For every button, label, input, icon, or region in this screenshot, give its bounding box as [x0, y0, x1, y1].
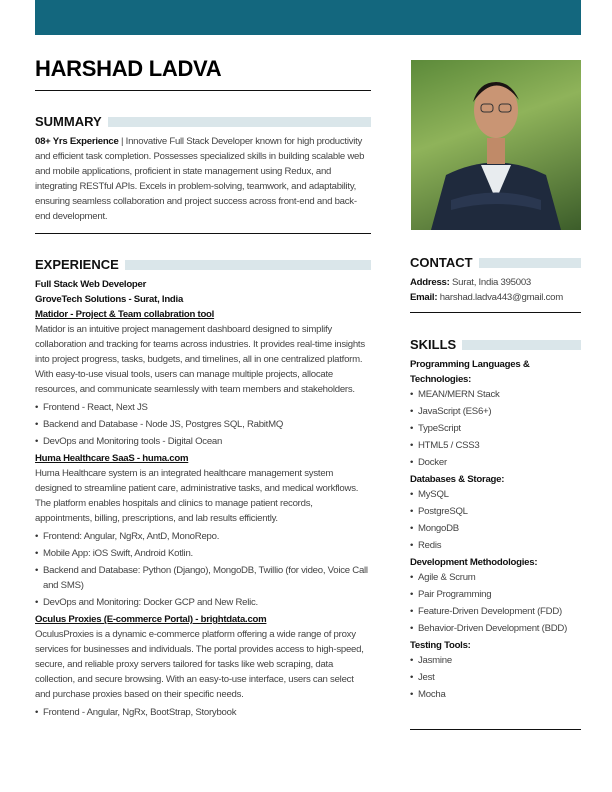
skill-group-title: Testing Tools:: [410, 640, 471, 651]
project-tech-list: [35, 529, 371, 610]
project-tech-list: [35, 400, 371, 449]
list-item: • Frontend - Angular, NgRx, BootStrap, Storybook: [35, 705, 371, 720]
project-description: Matidor is an intuitive project management dashboard designed to simplify collaboration and tracking for teams across industries. It provides real-time insights into project progress, tasks, budgets, and timelines, all in one centralized platform. With easy-to-use visual tools, users can manage multiple projects, allocate resources, and communicate seamlessly with team members and stakeholders.: [35, 324, 365, 395]
list-item: • JavaScript (ES6+): [410, 404, 581, 419]
list-item: • Backend and Database - Node JS, Postgres SQL, RabitMQ: [35, 417, 371, 432]
skill-group: [410, 555, 581, 636]
project-tech-list: [35, 705, 371, 720]
project: [35, 612, 371, 720]
project: [35, 307, 371, 449]
contact-heading: CONTACT: [410, 255, 581, 270]
list-item: • Mocha: [410, 687, 581, 702]
experience-section: [35, 257, 371, 722]
list-item: • DevOps and Monitoring tools - Digital Ocean: [35, 434, 371, 449]
skills-heading: SKILLS: [410, 337, 581, 352]
skill-group: [410, 357, 581, 470]
candidate-name: HARSHAD LADVA: [35, 56, 222, 81]
list-item: • Frontend - React, Next JS: [35, 400, 371, 415]
contact-address: Address: Surat, India 395003: [410, 277, 532, 288]
divider: [35, 233, 371, 234]
list-item: • Behavior-Driven Development (BDD): [410, 621, 581, 636]
project-description: OculusProxies is a dynamic e-commerce platform offering a wide range of proxy services for businesses and individuals. The portal provides access to high-speed, secure, and reliable proxy servers tailored for tasks like web scraping, data collection, and secure browsing. With an easy-to-use interface, users can select and purchase proxies based on their specific needs.: [35, 629, 364, 700]
list-item: • Feature-Driven Development (FDD): [410, 604, 581, 619]
contact-email[interactable]: Email: harshad.ladva443@gmail.com: [410, 292, 563, 303]
skill-group-title: Programming Languages & Technologies:: [410, 359, 530, 385]
divider: [410, 729, 581, 730]
divider: [35, 90, 371, 91]
project-description: Huma Healthcare system is an integrated healthcare management system designed to streamline patient care, administrative tasks, and medical workflows. The platform enables hospitals and clinics to manage patient records, appointments, billing, prescriptions, and lab results efficiently.: [35, 468, 359, 524]
list-item: • Jest: [410, 670, 581, 685]
header-bar: [35, 0, 581, 35]
skill-group-title: Development Methodologies:: [410, 557, 538, 568]
project: [35, 451, 371, 610]
list-item: • PostgreSQL: [410, 504, 581, 519]
list-item: • MongoDB: [410, 521, 581, 536]
summary-section: [35, 114, 371, 224]
list-item: • Redis: [410, 538, 581, 553]
list-item: • Frontend: Angular, NgRx, AntD, MonoRepo.: [35, 529, 371, 544]
list-item: • Jasmine: [410, 653, 581, 668]
list-item: • Backend and Database: Python (Django), MongoDB, Twillio (for video, Voice Call and SMS): [35, 563, 371, 593]
job-role: Full Stack Web Developer: [35, 279, 147, 290]
job-company: GroveTech Solutions - Surat, India: [35, 294, 184, 305]
list-item: • MySQL: [410, 487, 581, 502]
project-title: Oculus Proxies (E-commerce Portal) - brightdata.com: [35, 614, 267, 625]
summary-text: 08+ Yrs Experience | Innovative Full Stack Developer known for high productivity and efficient task completion. Possesses specialized skills in building scalable web and mobile applications, proficient in state management using Redux, and integrating RESTful APIs. Excels in problem-solving, teamwork, and adaptability, ensuring seamless collaboration and project success across front-end and back-end development.: [35, 136, 365, 222]
experience-heading: EXPERIENCE: [35, 257, 371, 272]
project-title: Huma Healthcare SaaS - huma.com: [35, 453, 189, 464]
skill-group-title: Databases & Storage:: [410, 474, 505, 485]
contact-section: [410, 255, 581, 305]
summary-heading: SUMMARY: [35, 114, 371, 129]
project-title: Matidor - Project & Team collabration tool: [35, 309, 215, 320]
list-item: • Agile & Scrum: [410, 570, 581, 585]
list-item: • TypeScript: [410, 421, 581, 436]
skills-section: [410, 337, 581, 704]
list-item: • Mobile App: iOS Swift, Android Kotlin.: [35, 546, 371, 561]
list-item: • DevOps and Monitoring: Docker GCP and New Relic.: [35, 595, 371, 610]
skill-group: [410, 472, 581, 553]
list-item: • MEAN/MERN Stack: [410, 387, 581, 402]
skill-group: [410, 638, 581, 702]
profile-photo: [411, 60, 581, 230]
list-item: • Pair Programming: [410, 587, 581, 602]
list-item: • HTML5 / CSS3: [410, 438, 581, 453]
list-item: • Docker: [410, 455, 581, 470]
divider: [410, 312, 581, 313]
